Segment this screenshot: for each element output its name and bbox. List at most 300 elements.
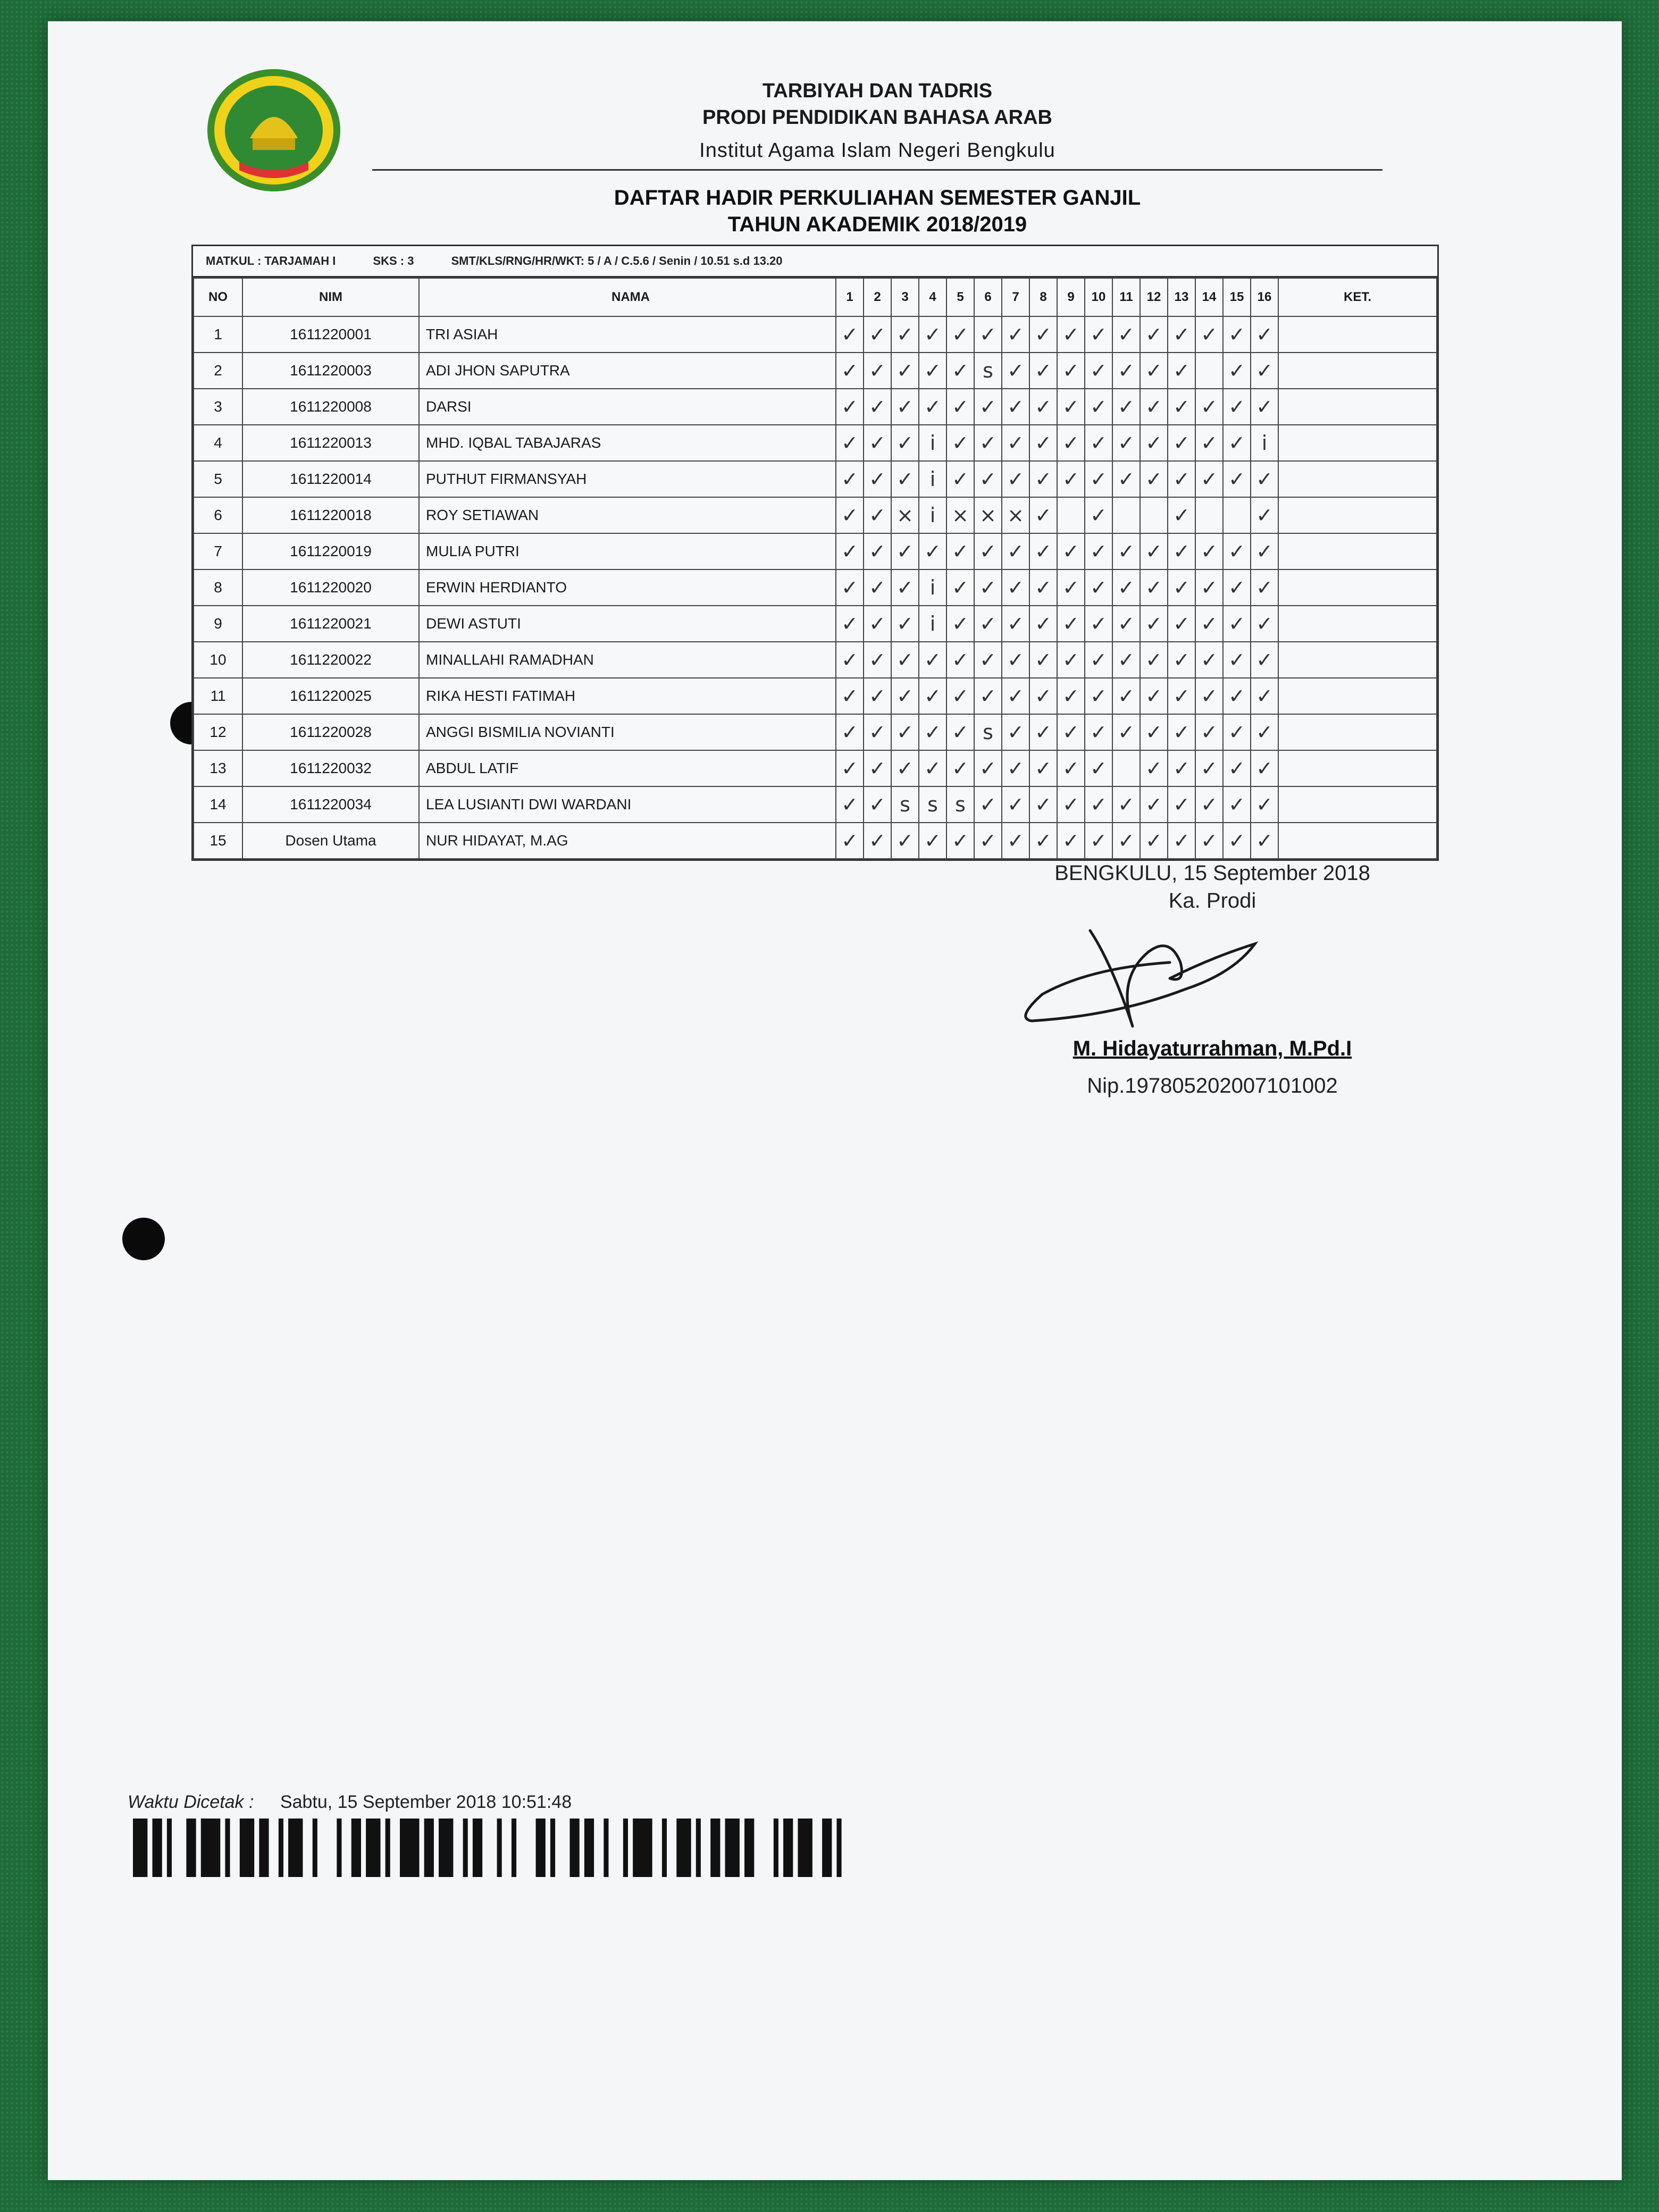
attendance-mark: ✓ [1057,786,1085,823]
attendance-mark: ✓ [1195,678,1223,714]
row-number: 9 [194,606,242,642]
print-label: Waktu Dicetak : [128,1792,254,1812]
attendance-mark: ✓ [1112,606,1140,642]
row-name: ROY SETIAWAN [419,497,836,533]
row-number: 14 [194,786,242,823]
attendance-mark: ✓ [1251,353,1278,389]
header-meeting: 9 [1057,278,1085,316]
attendance-mark: ✓ [946,714,974,750]
attendance-mark: ✓ [919,389,946,425]
attendance-mark: ✓ [1223,786,1251,823]
row-nim: 1611220001 [242,316,419,353]
row-nim: Dosen Utama [242,823,419,859]
attendance-mark: ✓ [891,533,919,569]
attendance-mark: ✓ [1029,316,1057,353]
table-row [194,533,1437,569]
attendance-mark: ✓ [1195,389,1223,425]
attendance-mark: ✓ [1057,569,1085,606]
header-meeting: 16 [1251,278,1278,316]
attendance-mark: ✓ [1168,750,1195,786]
row-name: ADI JHON SAPUTRA [419,353,836,389]
attendance-mark: ✓ [1140,714,1168,750]
attendance-mark: ✓ [946,642,974,678]
row-ket [1278,461,1437,497]
row-nim: 1611220013 [242,425,419,461]
attendance-mark: ✓ [1057,533,1085,569]
attendance-mark: ✓ [1085,353,1112,389]
attendance-mark: ✓ [1140,750,1168,786]
attendance-mark: ✓ [864,714,891,750]
attendance-mark: ✓ [864,461,891,497]
row-nim: 1611220034 [242,786,419,823]
table-row [194,353,1437,389]
table-row [194,316,1437,353]
table-row [194,642,1437,678]
attendance-mark: ✓ [1112,714,1140,750]
row-number: 12 [194,714,242,750]
attendance-mark: ✓ [1195,461,1223,497]
attendance-mark: ✓ [864,678,891,714]
attendance-mark: ✓ [919,678,946,714]
attendance-mark: ✓ [1112,569,1140,606]
attendance-mark [1057,497,1085,533]
attendance-mark: ✓ [1057,353,1085,389]
attendance-mark: ✓ [1251,786,1278,823]
row-nim: 1611220021 [242,606,419,642]
attendance-mark: ✓ [1223,316,1251,353]
institute-name: Institut Agama Islam Negeri Bengkulu [699,139,1055,162]
attendance-mark: ✓ [1223,606,1251,642]
attendance-mark: ✓ [1029,425,1057,461]
attendance-mark: ✓ [1168,823,1195,859]
attendance-mark: ✓ [1195,569,1223,606]
table-row [194,678,1437,714]
attendance-mark: ✓ [974,569,1002,606]
attendance-mark: i [919,461,946,497]
barcode-icon [133,1819,856,1877]
attendance-mark: × [946,497,974,533]
table-row [194,569,1437,606]
attendance-mark: ✓ [974,425,1002,461]
row-number: 4 [194,425,242,461]
row-name: ANGGI BISMILIA NOVIANTI [419,714,836,750]
attendance-mark [1112,497,1140,533]
header-nama: NAMA [419,278,836,316]
attendance-mark: ✓ [974,461,1002,497]
row-ket [1278,823,1437,859]
attendance-mark: ✓ [1251,533,1278,569]
attendance-mark: s [974,714,1002,750]
header-nim: NIM [242,278,419,316]
attendance-mark: ✓ [836,497,864,533]
attendance-mark: ✓ [1029,497,1057,533]
row-name: PUTHUT FIRMANSYAH [419,461,836,497]
attendance-mark: ✓ [1168,786,1195,823]
attendance-mark: ✓ [1251,497,1278,533]
table-row [194,606,1437,642]
attendance-mark: ✓ [946,569,974,606]
attendance-sheet [191,245,1439,861]
header-meeting: 3 [891,278,919,316]
row-name: ERWIN HERDIANTO [419,569,836,606]
row-number: 10 [194,642,242,678]
print-timestamp [128,1792,572,1813]
attendance-mark: ✓ [1029,569,1057,606]
attendance-mark: ✓ [946,353,974,389]
header-meeting: 7 [1002,278,1029,316]
attendance-mark: ✓ [1140,606,1168,642]
attendance-mark: ✓ [1195,642,1223,678]
attendance-mark [1223,497,1251,533]
attendance-mark: ✓ [1085,606,1112,642]
attendance-mark: ✓ [1223,678,1251,714]
table-row [194,389,1437,425]
attendance-mark: ✓ [836,823,864,859]
attendance-mark: ✓ [1112,533,1140,569]
attendance-mark: × [1002,497,1029,533]
header-meeting: 13 [1168,278,1195,316]
attendance-mark: ✓ [1002,678,1029,714]
attendance-mark: ✓ [836,389,864,425]
punch-hole [122,1218,165,1260]
row-name: NUR HIDAYAT, M.AG [419,823,836,859]
attendance-mark: ✓ [864,533,891,569]
attendance-mark: ✓ [1029,750,1057,786]
attendance-mark: ✓ [1223,425,1251,461]
header-meeting: 15 [1223,278,1251,316]
attendance-mark: ✓ [1140,353,1168,389]
attendance-mark: ✓ [1251,316,1278,353]
header-meeting: 4 [919,278,946,316]
attendance-mark: ✓ [1112,461,1140,497]
signature-place-date: BENGKULU, 15 September 2018 [1054,861,1370,885]
row-ket [1278,316,1437,353]
attendance-table [193,278,1437,859]
attendance-mark: ✓ [1029,389,1057,425]
row-name: LEA LUSIANTI DWI WARDANI [419,786,836,823]
course-name: MATKUL : TARJAMAH I [206,254,336,267]
attendance-mark: ✓ [919,353,946,389]
attendance-mark: ✓ [891,389,919,425]
attendance-mark: ✓ [891,678,919,714]
row-ket [1278,786,1437,823]
attendance-mark: ✓ [1029,533,1057,569]
row-ket [1278,714,1437,750]
attendance-mark: ✓ [1251,678,1278,714]
attendance-mark: ✓ [1057,823,1085,859]
row-ket [1278,606,1437,642]
attendance-mark: ✓ [1251,389,1278,425]
attendance-mark: ✓ [919,823,946,859]
table-row [194,425,1437,461]
attendance-mark: ✓ [864,786,891,823]
attendance-mark: s [974,353,1002,389]
row-ket [1278,569,1437,606]
attendance-mark [1195,497,1223,533]
attendance-mark: ✓ [974,389,1002,425]
row-number: 2 [194,353,242,389]
attendance-mark: ✓ [1223,389,1251,425]
header-ket: KET. [1278,278,1437,316]
row-number: 1 [194,316,242,353]
header-meeting: 10 [1085,278,1112,316]
attendance-mark: s [946,786,974,823]
header-meeting: 5 [946,278,974,316]
course-meta [193,246,1437,278]
attendance-mark: ✓ [1140,389,1168,425]
attendance-mark: ✓ [946,823,974,859]
attendance-mark: ✓ [946,461,974,497]
row-number: 3 [194,389,242,425]
attendance-mark: ✓ [1057,750,1085,786]
attendance-mark: i [919,497,946,533]
attendance-mark: ✓ [836,786,864,823]
attendance-mark: ✓ [836,316,864,353]
attendance-mark: ✓ [974,750,1002,786]
header-meeting: 11 [1112,278,1140,316]
attendance-mark: ✓ [1002,316,1029,353]
attendance-mark: ✓ [1057,461,1085,497]
attendance-mark: ✓ [974,533,1002,569]
attendance-mark: ✓ [1251,714,1278,750]
attendance-mark: ✓ [1195,750,1223,786]
attendance-mark: ✓ [864,569,891,606]
attendance-mark: ✓ [1195,533,1223,569]
attendance-mark: ✓ [891,750,919,786]
attendance-mark: ✓ [1002,569,1029,606]
attendance-mark: ✓ [1057,425,1085,461]
attendance-mark: ✓ [1140,533,1168,569]
program-name: PRODI PENDIDIKAN BAHASA ARAB [702,106,1052,129]
attendance-mark: ✓ [1002,461,1029,497]
attendance-mark: ✓ [1029,642,1057,678]
row-number: 13 [194,750,242,786]
attendance-mark: ✓ [1168,533,1195,569]
row-nim: 1611220019 [242,533,419,569]
attendance-mark: ✓ [1140,425,1168,461]
attendance-mark: ✓ [891,642,919,678]
attendance-mark: ✓ [1112,642,1140,678]
attendance-mark: ✓ [1168,642,1195,678]
attendance-mark: ✓ [1112,353,1140,389]
header-meeting: 12 [1140,278,1168,316]
attendance-mark: ✓ [1002,353,1029,389]
attendance-mark: ✓ [1195,786,1223,823]
attendance-mark: ✓ [1223,642,1251,678]
attendance-mark: ✓ [1002,786,1029,823]
row-name: MINALLAHI RAMADHAN [419,642,836,678]
table-header-row [194,278,1437,316]
row-name: RIKA HESTI FATIMAH [419,678,836,714]
attendance-mark: ✓ [1223,533,1251,569]
attendance-mark: ✓ [1085,642,1112,678]
handwritten-signature [1010,915,1287,1053]
attendance-mark: ✓ [1168,316,1195,353]
attendance-mark: ✓ [1085,750,1112,786]
attendance-mark: ✓ [1223,714,1251,750]
row-nim: 1611220018 [242,497,419,533]
attendance-mark: ✓ [891,425,919,461]
header-meeting: 1 [836,278,864,316]
attendance-mark: i [919,606,946,642]
university-seal-icon [202,64,346,197]
attendance-mark: ✓ [864,606,891,642]
attendance-mark: ✓ [1251,823,1278,859]
course-credits: SKS : 3 [373,254,414,267]
attendance-mark: ✓ [1029,353,1057,389]
attendance-mark: ✓ [974,678,1002,714]
signatory-name: M. Hidayaturrahman, M.Pd.I [1073,1037,1352,1060]
table-row [194,497,1437,533]
attendance-mark: ✓ [974,642,1002,678]
row-ket [1278,389,1437,425]
attendance-mark: s [891,786,919,823]
attendance-mark: ✓ [1168,353,1195,389]
row-nim: 1611220003 [242,353,419,389]
attendance-mark: ✓ [1002,533,1029,569]
row-number: 8 [194,569,242,606]
attendance-mark: ✓ [836,714,864,750]
header-divider [372,169,1382,171]
row-name: MULIA PUTRI [419,533,836,569]
row-nim: 1611220020 [242,569,419,606]
attendance-mark: ✓ [1057,316,1085,353]
attendance-mark: ✓ [864,823,891,859]
row-nim: 1611220032 [242,750,419,786]
row-nim: 1611220014 [242,461,419,497]
attendance-mark: ✓ [1168,425,1195,461]
header-meeting: 14 [1195,278,1223,316]
header-meeting: 2 [864,278,891,316]
attendance-mark: ✓ [836,425,864,461]
table-body [194,316,1437,859]
attendance-mark: ✓ [974,606,1002,642]
attendance-mark: ✓ [1112,316,1140,353]
attendance-mark: ✓ [1002,642,1029,678]
attendance-mark: ✓ [1029,823,1057,859]
attendance-mark: ✓ [1195,606,1223,642]
attendance-mark: ✓ [946,678,974,714]
attendance-mark [1140,497,1168,533]
document-title: DAFTAR HADIR PERKULIAHAN SEMESTER GANJIL [614,186,1141,210]
row-ket [1278,353,1437,389]
attendance-mark: ✓ [1057,606,1085,642]
attendance-mark: ✓ [891,569,919,606]
attendance-mark: ✓ [864,389,891,425]
row-name: DEWI ASTUTI [419,606,836,642]
row-nim: 1611220008 [242,389,419,425]
attendance-mark: ✓ [946,606,974,642]
row-name: MHD. IQBAL TABAJARAS [419,425,836,461]
attendance-mark: ✓ [1140,678,1168,714]
attendance-mark: ✓ [946,533,974,569]
attendance-mark: ✓ [1195,316,1223,353]
row-name: DARSI [419,389,836,425]
header-no: NO [194,278,242,316]
attendance-mark: ✓ [1195,425,1223,461]
attendance-mark: ✓ [919,316,946,353]
attendance-mark: ✓ [864,497,891,533]
attendance-mark: ✓ [974,786,1002,823]
attendance-mark: ✓ [1223,353,1251,389]
attendance-mark: ✓ [1140,316,1168,353]
attendance-mark: ✓ [1002,823,1029,859]
attendance-mark: ✓ [1112,678,1140,714]
row-number: 6 [194,497,242,533]
attendance-mark: ✓ [1140,461,1168,497]
attendance-mark: ✓ [1057,389,1085,425]
row-ket [1278,425,1437,461]
row-ket [1278,678,1437,714]
row-ket [1278,533,1437,569]
attendance-mark: ✓ [1085,678,1112,714]
attendance-mark: ✓ [864,750,891,786]
attendance-mark: ✓ [1085,714,1112,750]
faculty-name: TARBIYAH DAN TADRIS [762,80,993,102]
attendance-mark: × [974,497,1002,533]
attendance-mark: ✓ [1085,389,1112,425]
attendance-mark: ✓ [836,678,864,714]
table-row [194,461,1437,497]
attendance-mark [1112,750,1140,786]
attendance-mark: ✓ [1223,461,1251,497]
row-number: 11 [194,678,242,714]
attendance-mark: ✓ [1140,569,1168,606]
attendance-mark: ✓ [1057,714,1085,750]
attendance-mark: i [919,425,946,461]
attendance-mark: ✓ [1085,316,1112,353]
attendance-mark: ✓ [891,316,919,353]
attendance-mark: ✓ [1140,823,1168,859]
header-meeting: 6 [974,278,1002,316]
attendance-mark: ✓ [1168,569,1195,606]
row-ket [1278,750,1437,786]
course-schedule: SMT/KLS/RNG/HR/WKT: 5 / A / C.5.6 / Senin / 10.51 s.d 13.20 [451,254,783,267]
print-value: Sabtu, 15 September 2018 10:51:48 [280,1792,572,1812]
signatory-nip: Nip.197805202007101002 [1087,1074,1338,1097]
attendance-mark: ✓ [1112,425,1140,461]
attendance-mark: ✓ [1029,786,1057,823]
attendance-mark: ✓ [1223,569,1251,606]
attendance-mark: ✓ [836,533,864,569]
attendance-mark: ✓ [1168,714,1195,750]
attendance-mark: ✓ [1112,823,1140,859]
attendance-mark: ✓ [864,425,891,461]
attendance-mark: ✓ [946,389,974,425]
attendance-mark: ✓ [1251,750,1278,786]
row-ket [1278,497,1437,533]
attendance-mark: ✓ [1085,823,1112,859]
attendance-mark: ✓ [891,823,919,859]
attendance-mark: ✓ [1168,461,1195,497]
attendance-mark: ✓ [891,714,919,750]
attendance-mark: ✓ [919,642,946,678]
attendance-mark: ✓ [1195,714,1223,750]
attendance-mark: ✓ [1223,750,1251,786]
attendance-mark: ✓ [1168,678,1195,714]
attendance-mark: ✓ [1195,823,1223,859]
attendance-mark: ✓ [836,750,864,786]
attendance-mark: ✓ [1002,389,1029,425]
attendance-mark: ✓ [1085,569,1112,606]
attendance-mark: s [919,786,946,823]
attendance-mark: ✓ [946,425,974,461]
attendance-mark: ✓ [1168,606,1195,642]
attendance-mark: ✓ [1085,497,1112,533]
attendance-mark: × [891,497,919,533]
attendance-mark: ✓ [919,533,946,569]
attendance-mark: ✓ [1251,461,1278,497]
